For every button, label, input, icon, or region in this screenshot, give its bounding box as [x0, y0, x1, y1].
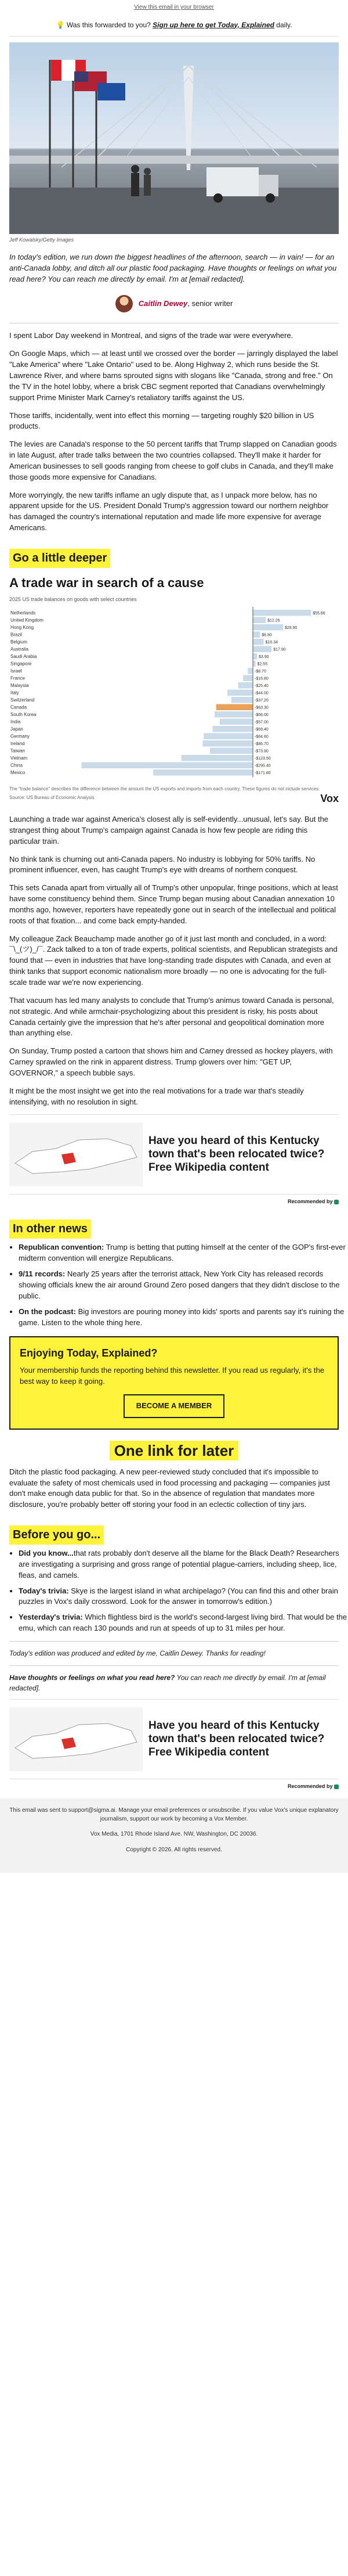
chart-bar	[182, 755, 253, 761]
chart-value-label: -$69.40	[255, 727, 269, 732]
chart-bar	[253, 646, 271, 652]
author-role: , senior writer	[187, 299, 233, 308]
chart-value-label: -$16.80	[255, 677, 269, 681]
footer-address: Vox Media, 1701 Rhode Island Ave. NW, Washington, DC 20036.	[90, 1831, 258, 1838]
chart-category-label: Malaysia	[10, 682, 29, 688]
article-body	[0, 330, 348, 534]
chart-bar	[248, 668, 253, 674]
membership-body: Your membership funds the reporting behind this newsletter. If you read us regularly, it's the best way to keep it going.	[20, 1366, 324, 1386]
chart-bar	[238, 682, 253, 689]
sponsored-ad-2[interactable]	[9, 1699, 339, 1779]
signup-link[interactable]: Sign up here to get Today, Explained	[153, 20, 274, 29]
bridge-photo	[9, 42, 339, 234]
section-heading-go-deeper: Go a little deeper	[9, 549, 110, 568]
chart-category-label: Israel	[10, 668, 22, 674]
credit-line: Today's edition was produced and edited by me, Caitlin Dewey. Thanks for reading!	[9, 1649, 266, 1657]
author-avatar	[115, 295, 133, 312]
chart-value-label: $17.90	[273, 647, 286, 652]
chart-category-label: Brazil	[10, 632, 23, 638]
article-paragraph: On Google Maps, which — at least until we crossed over the border — jarringly displayed the label "Lake America" where "Lake Ontario" used to be. Along Highway 2, which runs beside the St. Lawrence River, and where barns sprouted signs with slogans like "Canada, strong and free." On the TV in the hotel lobby, where a brisk CBC segment reported that Canadians overwhelmingly support Prime Minister Mark Carney's retaliatory tariffs against the US.	[9, 349, 338, 402]
chart-bar	[253, 653, 257, 660]
article-paragraph: Launching a trade war against America's closest ally is self-evidently...unusual, let's say. But the strangest thing about Trump's campaign against Canada is how few people are riding this particular train.	[9, 815, 329, 846]
chart-bar	[253, 631, 260, 638]
chart-category-label: China	[10, 762, 23, 768]
chart-bar	[253, 610, 311, 616]
view-in-browser-link[interactable]: View this email in your browser	[134, 4, 214, 10]
chart-value-label: -$37.20	[255, 698, 269, 703]
recommender-logo-icon	[334, 1200, 339, 1204]
recommended-by: Recommended by	[9, 1783, 339, 1790]
chart-category-label: Switzerland	[10, 697, 35, 703]
footer-text: This email was sent to support@sigma.ai. Manage your email preferences or unsubscribe. If you value Vox's unique explanatory journalism, support our work by becoming a Vox Member.	[9, 1807, 339, 1822]
chart-bar	[204, 733, 253, 739]
divider	[9, 1665, 339, 1666]
article-paragraph: My colleague Zack Beauchamp made another go of it just last month and concluded, in a word: ¯\_(ツ)_/¯. Zack talked to a ton of trade experts, political scientists, and Republican strategists and found that — even in industries that have long-standing trade disputes with Canada, and even at think tanks that support economic nationalism more broadly — no one is advocating for the full-scale trade war we're now experiencing.	[9, 934, 338, 987]
intro-text: In today's edition, we run down the biggest headlines of the afternoon, search — in vain! — for an anti-Canada lobby, and ditch all our plastic food packaging. Have thoughts or feelings on what you read here? You can reach me directly by email. I'm at [email redacted].	[9, 252, 337, 283]
recommended-by: Recommended by	[9, 1198, 339, 1206]
article-paragraph: More worryingly, the new tariffs inflame an ugly dispute that, as I unpack more below, has no apparent upside for the US. President Donald Trump's aggression toward our northern neighbor has damaged the country's international reputation and made life more expensive for average Americans.	[9, 490, 329, 533]
chart-bar	[210, 747, 253, 754]
chart-bar	[202, 740, 253, 747]
chart-value-label: -$123.50	[255, 756, 271, 761]
article-paragraph: No think tank is churning out anti-Canada papers. No industry is lobbying for 50% tariffs. No prominent influencer, even, has caught Trump's eye with dreams of northern conquest.	[9, 854, 316, 875]
chart-category-label: Ireland	[10, 740, 25, 746]
chart-category-label: Hong Kong	[10, 624, 34, 630]
article-paragraph: Those tariffs, incidentally, went into effect this morning — targeting roughly $20 billion in US products.	[9, 411, 314, 431]
chart-bar	[213, 726, 253, 732]
chart-value-label: $12.26	[267, 618, 280, 623]
chart-category-label: India	[10, 719, 21, 725]
article-paragraph: The levies are Canada's response to the 50 percent tariffs that Trump slapped on Canadian goods in late August, after trade talks between the two countries collapsed. They'll make it harder for American businesses to sell goods ranging from cheese to golf clubs in Canada, and they'll make those goods more expensive for Canadians.	[9, 440, 337, 481]
chart-value-label: -$63.30	[255, 706, 269, 710]
chart-value-label: -$25.40	[255, 683, 269, 688]
chart-bar	[215, 711, 253, 718]
one-link-paragraph[interactable]: Ditch the plastic food packaging. A new peer-reviewed study concluded that it's impossible to evaluate the safety of most chemicals used in food processing and packaging — companies just don't make enough data public for that. So in the absence of regulation that mandates more disclosure, you're probably better off storing your food in an eclectic collection of tiny jars.	[9, 1467, 330, 1509]
chart-bar	[253, 624, 283, 631]
chart-bar	[253, 617, 266, 623]
chart-value-label: -$57.00	[255, 720, 269, 725]
chart-value-label: -$44.00	[255, 691, 269, 696]
chart-category-label: Taiwan	[10, 748, 25, 754]
chart-value-label: $2.55	[257, 662, 268, 667]
trade-balance-chart	[9, 596, 339, 806]
chart-value-label: -$73.90	[255, 749, 269, 754]
closing-note: Have thoughts or feelings on what you read here? You can reach me directly by email. I'm at [email redacted].	[9, 1674, 326, 1692]
before-item: • Did you know...that rats probably don't deserve all the blame for the Black Death? Researchers are investigating a surprising and gross range of potential plague-carriers, including sheep, lice, fleas, and camels.	[19, 1548, 348, 1581]
chart-bar	[82, 762, 253, 768]
become-member-button[interactable]: BECOME A MEMBER	[124, 1394, 224, 1418]
before-item: • Yesterday's trivia: Which flightless bird is the world's second-largest living bird. That would be the emu, which can reach 130 pounds and run at speeds of up to 31 miles per hour.	[19, 1612, 348, 1634]
article-paragraph: I spent Labor Day weekend in Montreal, and signs of the trade war were everywhere.	[9, 331, 293, 340]
section-heading-one-link: One link for later	[0, 1440, 348, 1462]
chart-category-label: Netherlands	[10, 610, 36, 616]
chart-category-label: United Kingdom	[10, 617, 44, 623]
email-footer	[0, 1798, 348, 1873]
chart-value-label: -$84.80	[255, 735, 269, 739]
chart-bar	[227, 689, 253, 696]
chart-category-label: Singapore	[10, 661, 32, 667]
article-paragraph: This sets Canada apart from virtually all of Trump's other unpopular, fringe positions, which at least have some constituency behind them. Since Trump began musing about Canadian annexation 10 months ago, however, reporters have repeatedly gone out in search of the intellectual and political roots of that fixation... and come back empty-handed.	[9, 883, 338, 925]
chart-bar	[216, 704, 253, 710]
recommender-logo-icon	[334, 1785, 339, 1789]
news-item: • 9/11 records: Nearly 25 years after the terrorist attack, New York City has released records showing officials knew the air around Ground Zero posed dangers that they didn't disclose to the public.	[19, 1269, 348, 1302]
chart-category-label: Germany	[10, 733, 30, 739]
chart-category-label: Saudi Arabia	[10, 653, 37, 659]
chart-bar	[220, 718, 253, 725]
chart-category-label: South Korea	[10, 711, 37, 717]
one-link-section	[0, 1467, 348, 1510]
divider	[9, 1641, 339, 1642]
chart-category-label: Canada	[10, 704, 27, 710]
section-heading-before-you-go: Before you go...	[9, 1526, 104, 1545]
article-paragraph: On Sunday, Trump posted a cartoon that shows him and Carney dressed as hockey players, with Carney sprawled on the rink in apparent distress. Trump glowers over him: "GET UP, GOVERNOR," a speech bubble says.	[9, 1046, 333, 1077]
chart-bar	[243, 675, 253, 681]
chart-category-label: Belgium	[10, 639, 27, 645]
chart-value-label: -$295.40	[255, 764, 271, 768]
chart-value-label: $6.80	[262, 633, 272, 638]
chart-value-label: -$171.80	[255, 771, 271, 775]
kentucky-map-image	[9, 1122, 143, 1186]
kentucky-map-image	[9, 1707, 143, 1771]
chart-subtitle: 2025 US trade balances on goods with select countries	[9, 596, 137, 602]
chart-bar	[153, 769, 253, 776]
chart-value-label: -$86.70	[255, 742, 269, 746]
section-heading-other-news: In other news	[9, 1219, 91, 1239]
sponsored-ad-1[interactable]	[9, 1114, 339, 1195]
news-list	[9, 1242, 348, 1328]
footer-copyright: Copyright © 2026. All rights reserved.	[126, 1846, 222, 1853]
author-name: Caitlin Dewey	[138, 299, 188, 308]
forwarded-banner: 💡 Was this forwarded to you? Sign up here to get Today, Explained daily.	[9, 15, 339, 37]
article-paragraph: That vacuum has led many analysts to conclude that Trump's animus toward Canada is personal, not strategic. And while armchair-psychologizing about this president is risky, his posts about Canada certainly give the impression that he's after personal and geopolitical domination more than anything else.	[9, 995, 334, 1038]
chart-bar	[253, 660, 256, 667]
chart-value-label: $28.90	[285, 625, 298, 630]
topbar	[0, 0, 348, 15]
hero-image	[9, 42, 339, 234]
chart-source: Source: US Bureau of Economic Analysis	[9, 795, 95, 801]
chart-category-label: Mexico	[10, 769, 26, 775]
chart-value-label: $3.90	[259, 654, 269, 659]
before-item: • Today's trivia: Skye is the largest island in what archipelago? (You can find this and other brain puzzles in Vox's daily crossword. Look for the answer in tomorrow's edition.)	[19, 1586, 348, 1608]
article-paragraph: It might be the most insight we get into the real motivations for a trade war that's steadily intensifying, with no resolution in sight.	[9, 1086, 304, 1106]
vox-logo: Vox	[320, 792, 339, 804]
chart-category-label: Italy	[10, 690, 19, 696]
chart-title: A trade war in search of a cause	[9, 575, 204, 590]
news-item: • On the podcast: Big investors are pouring money into kids' sports and parents say it's ruining the game. Listen to the whole thing here.	[19, 1307, 348, 1329]
chart-bar	[231, 697, 253, 703]
membership-box	[9, 1336, 339, 1430]
lightbulb-icon: 💡	[56, 20, 65, 29]
chart-category-label: Japan	[10, 726, 23, 732]
chart-value-label: -$66.00	[255, 713, 269, 717]
article-body-2	[0, 814, 348, 1107]
news-item: • Republican convention: Trump is betting that putting himself at the center of the GOP's first-ever midterm convention will energize Republicans.	[19, 1242, 348, 1264]
ad-headline[interactable]: Have you heard of this Kentucky town that's been relocated twice? Free Wikipedia content	[148, 1719, 325, 1758]
chart-value-label: $10.34	[265, 640, 278, 645]
chart-bar	[253, 639, 264, 645]
before-list	[9, 1548, 348, 1634]
hero-caption: Jeff Kowalsky/Getty Images	[9, 236, 74, 243]
membership-title: Enjoying Today, Explained?	[20, 1347, 158, 1359]
chart-category-label: Australia	[10, 646, 29, 652]
chart-footnote: The "trade balance" describes the difference between the amount the US exports and imports from each country. These figures do not include services.	[9, 786, 320, 791]
chart-category-label: Vietnam	[10, 755, 28, 761]
chart-category-label: France	[10, 675, 25, 681]
chart-value-label: -$8.70	[255, 669, 266, 674]
chart-svg	[9, 606, 339, 780]
ad-headline[interactable]: Have you heard of this Kentucky town that's been relocated twice? Free Wikipedia content	[148, 1135, 325, 1174]
chart-value-label: $55.66	[313, 611, 325, 616]
author-byline	[0, 290, 348, 319]
